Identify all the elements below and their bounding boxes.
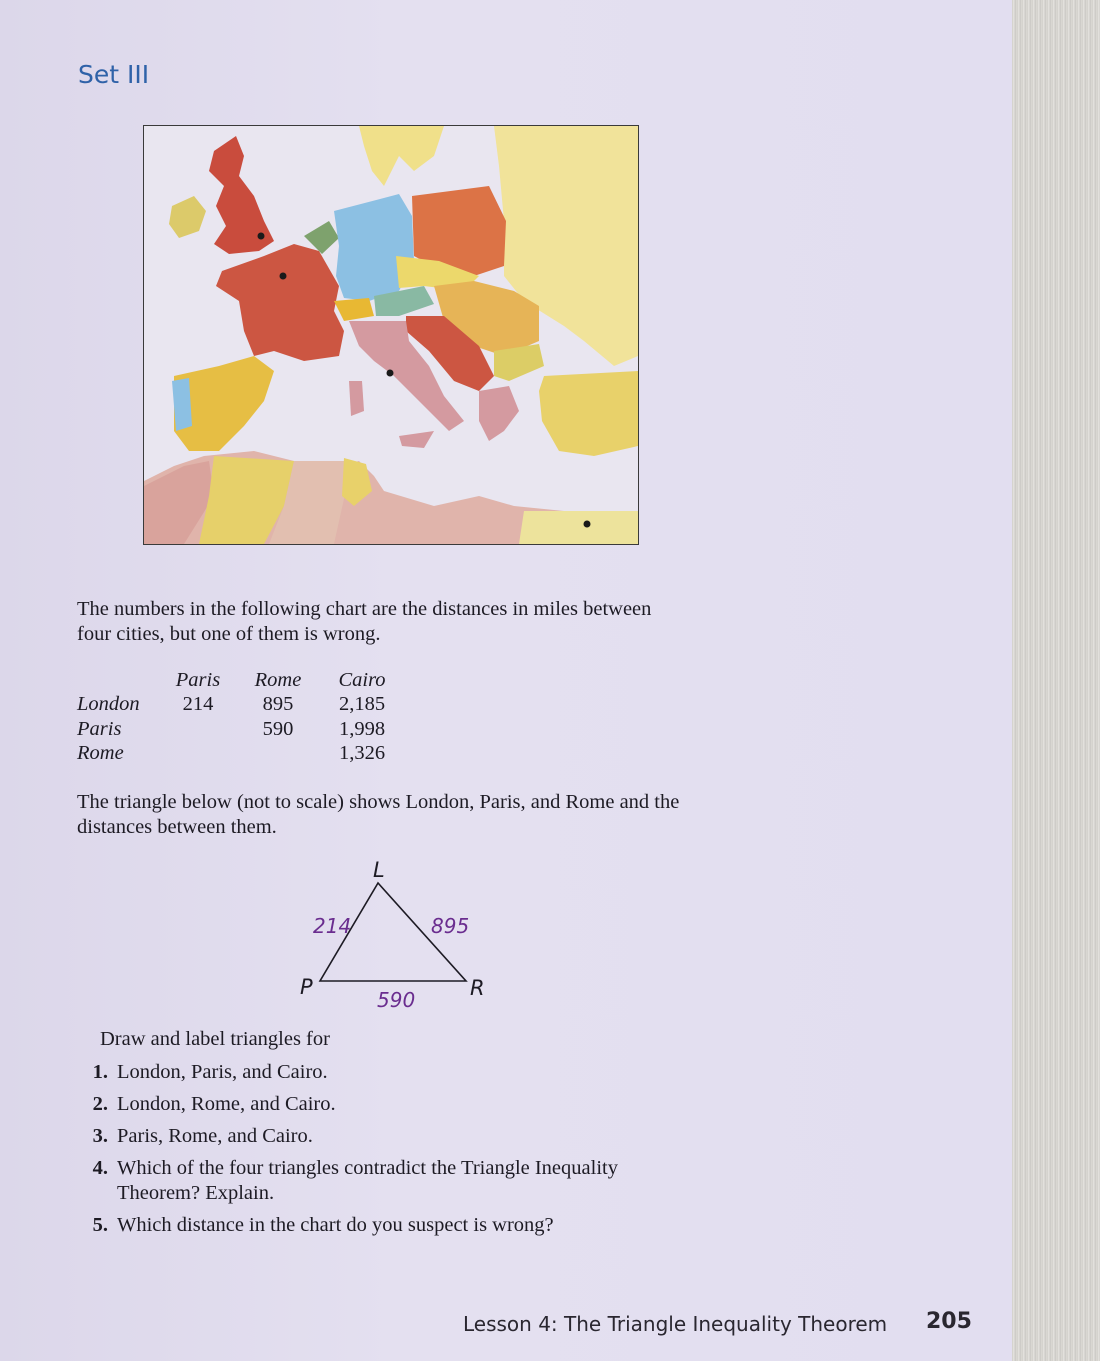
- table-cell: [224, 742, 332, 767]
- list-item: [82, 1213, 702, 1238]
- distance-table: [77, 668, 392, 766]
- question-number: 5.: [92, 1214, 108, 1236]
- list-item: [82, 1156, 702, 1206]
- question-text: Which of the four triangles contradict the Triangle Inequality Theorem? Explain.: [117, 1157, 618, 1204]
- list-item: [82, 1124, 702, 1149]
- table-row: [77, 693, 392, 718]
- side-label-pr: 590: [377, 988, 416, 1010]
- table-cell: [172, 742, 224, 767]
- intro-paragraph: The numbers in the following chart are the distances in miles between four cities, but one of them is wrong.: [77, 598, 652, 645]
- europe-map-image: [144, 126, 638, 544]
- row-header: Paris: [77, 717, 122, 740]
- side-label-lp: 214: [313, 914, 352, 938]
- question-number: 4.: [92, 1157, 108, 1179]
- triangle-diagram: [290, 850, 510, 1010]
- row-header: Rome: [77, 742, 124, 765]
- table-cell: [172, 717, 224, 742]
- question-text: London, Paris, and Cairo.: [117, 1061, 328, 1083]
- table-cell: 590: [262, 717, 294, 740]
- list-item: [82, 1060, 702, 1085]
- table-cell: 214: [182, 693, 214, 716]
- row-header: London: [77, 693, 140, 716]
- question-number: 3.: [92, 1125, 108, 1147]
- list-item: [82, 1092, 702, 1117]
- draw-prompt: Draw and label triangles for: [100, 1028, 330, 1050]
- question-number: 2.: [92, 1093, 108, 1115]
- europe-map: [143, 125, 639, 545]
- set-heading: Set III: [78, 60, 150, 89]
- page-edge: [1012, 0, 1100, 1361]
- side-label-lr: 895: [431, 914, 470, 938]
- footer-lesson-title: Lesson 4: The Triangle Inequality Theorem: [463, 1312, 888, 1336]
- table-cell: 2,185: [338, 693, 386, 716]
- column-header: Paris: [175, 668, 221, 691]
- table-row: [77, 717, 392, 742]
- vertex-label-p: P: [300, 975, 313, 999]
- question-list: [82, 1060, 702, 1245]
- vertex-label-r: R: [470, 976, 485, 1000]
- question-text: London, Rome, and Cairo.: [117, 1093, 336, 1115]
- question-text: Paris, Rome, and Cairo.: [117, 1125, 313, 1147]
- question-number: 1.: [92, 1061, 108, 1083]
- table-cell: 1,326: [338, 742, 386, 765]
- page-number: 205: [926, 1309, 972, 1334]
- table-cell: 1,998: [338, 717, 386, 740]
- column-header: Rome: [254, 668, 302, 691]
- table-row: [77, 742, 392, 767]
- table-cell: 895: [262, 693, 294, 716]
- triangle-description: The triangle below (not to scale) shows London, Paris, and Rome and the distances between them.: [77, 791, 680, 838]
- vertex-label-l: L: [373, 858, 385, 882]
- question-text: Which distance in the chart do you suspect is wrong?: [117, 1214, 554, 1236]
- table-header-row: [77, 668, 392, 693]
- column-header: Cairo: [338, 668, 386, 691]
